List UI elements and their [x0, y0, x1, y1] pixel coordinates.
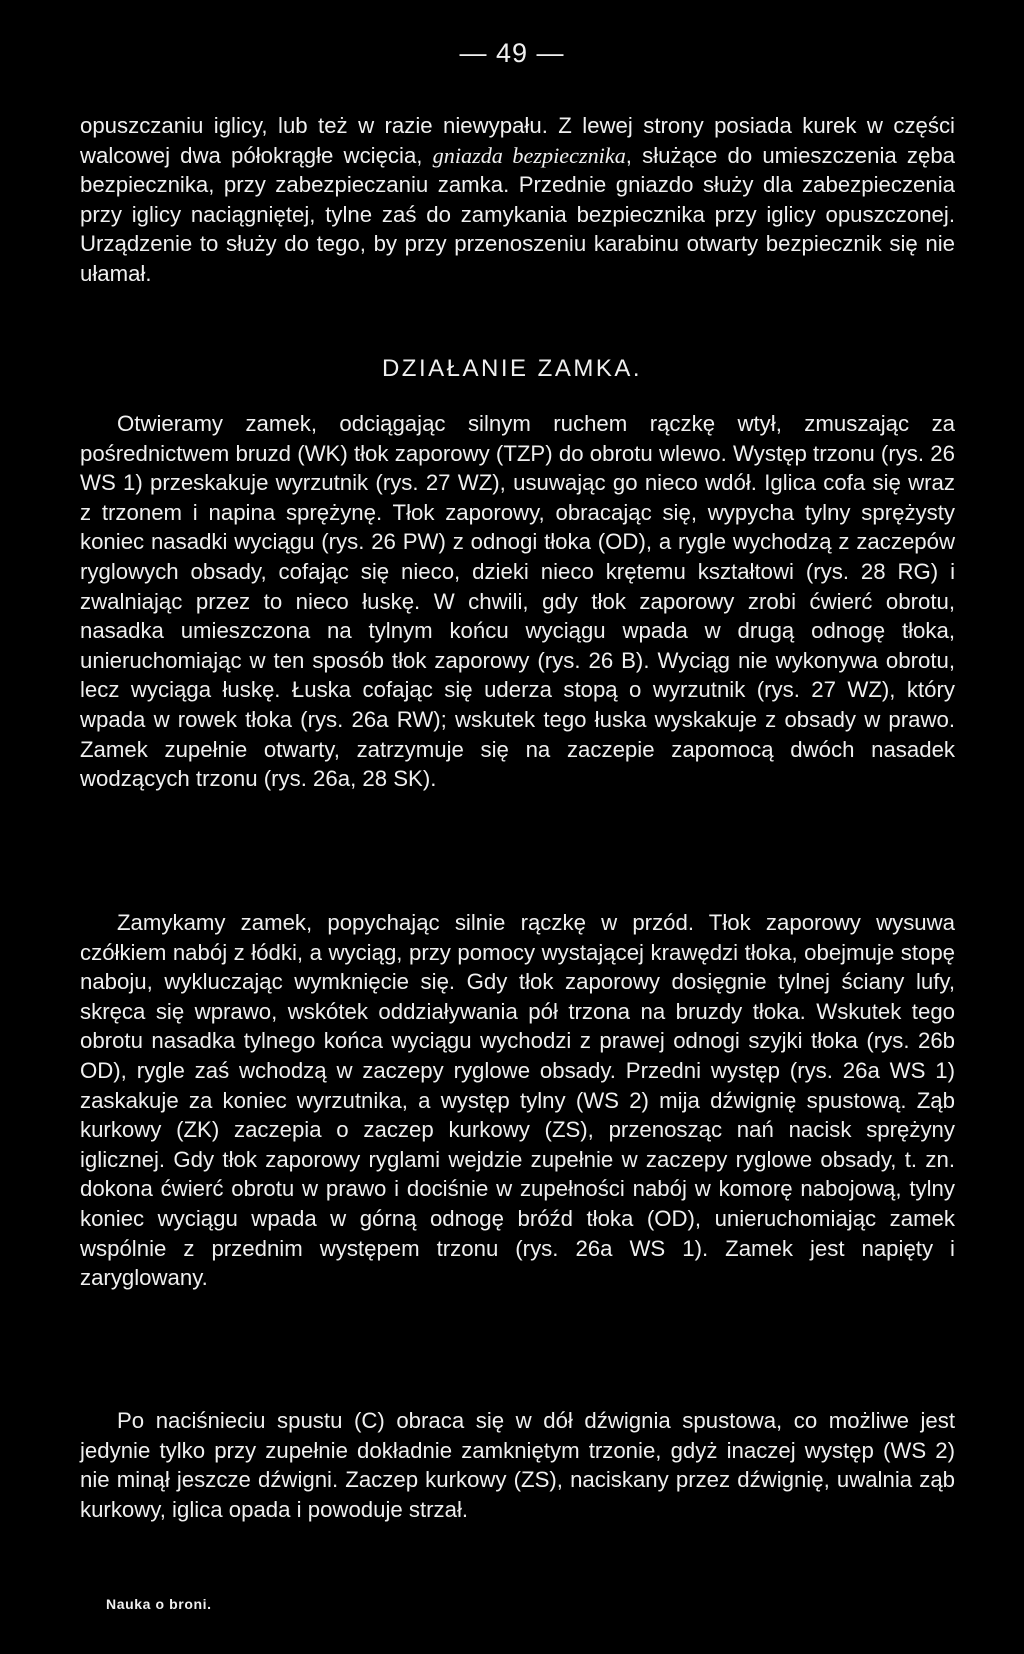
footer-signature: Nauka o broni. [106, 1596, 212, 1612]
section-heading-bolt-action: DZIAŁANIE ZAMKA. [381, 355, 643, 382]
paragraph-safety [80, 111, 955, 289]
paragraph-firing: Po naciśnieciu spustu (C) obraca się w dół dźwignia spustowa, co możliwe jest jedynie tylko przy zupełnie dokładnie zamkniętym trzonie, gdyż inaczej występ (WS 2) nie minął jeszcze dźwigni. Zaczep kurkowy (ZS), naciskany przez dźwignię, uwalnia ząb kurkowy, iglica opada i powoduje strzał. [80, 1408, 955, 1522]
paragraph-closing-bolt: Zamykamy zamek, popychając silnie rączkę w przód. Tłok zaporowy wysuwa czółkiem nabój z łódki, a wyciąg, przy pomocy wystającej krawędzi tłoka, obejmuje stopę naboju, wykluczając wymknięcie się. Gdy tłok zaporowy dosięgnie tylnej ściany lufy, skręca się wprawo, wskótek oddziaływania pół trzona na bruzdy tłoka. Wskutek tego obrotu nasadka tylnego końca wyciągu wychodzi z prawej odnogi szyjki tłoka (rys. 26b OD), rygle zaś wchodzą w zaczepy ryglowe obsady. Przedni występ (rys. 26a WS 1) zaskakuje za koniec wyrzutnika, a występ tylny (WS 2) mija dźwignię spustową. Ząb kurkowy (ZK) zaczepia o zaczep kurkowy (ZS), przenosząc nań nacisk sprężyny iglicznej. Gdy tłok zaporowy ryglami wejdzie zupełnie w zaczepy ryglowe obsady, t. zn. dokona ćwierć obrotu w prawo i dociśnie w zupełności nabój w komorę nabojową, tylny koniec wyciągu wpada w górną odnogę bróźd tłoka (OD), unieruchomiając zamek wspólnie z przednim występem trzonu (rys. 26a WS 1). Zamek jest napięty i zaryglowany. [80, 910, 955, 1291]
page-number: — 49 — [459, 38, 565, 68]
paragraph-safety-text-a: opuszczaniu iglicy, lub też w razie niewypału. Z lewej strony posiada kurek w części walcowej dwa półokrągłe wcięcia, [80, 113, 955, 168]
paragraph-safety-text-b: , służące do umieszczenia zęba bezpiecznika, przy zabezpieczaniu zamka. Przednie gniazdo służy dla zabezpieczenia przy iglicy naciągniętej, tylne zaś do zamykania bezpiecznika przy iglicy opuszczonej. Urządzenie to służy do tego, by przy przenoszeniu karabinu otwarty bezpiecznik się nie ułamał. [80, 142, 955, 286]
paragraph-opening-bolt: Otwieramy zamek, odciągając silnym ruchem rączkę wtył, zmuszając za pośrednictwem bruzd (WK) tłok zaporowy (TZP) do obrotu wlewo. Występ trzonu (rys. 26 WS 1) przeskakuje wyrzutnik (rys. 27 WZ), usuwając go nieco wdół. Iglica cofa się wraz z trzonem i napina sprężynę. Tłok zaporowy, obracając się, wypycha tylny sprężysty koniec nasadki wyciągu (rys. 26 PW) z odnogi tłoka (OD), a rygle wychodzą z zaczepów ryglowych obsady, cofając się nieco, dzieki nieco krętemu kształtowi (rys. 28 RG) i zwalniając przez to nieco łuskę. W chwili, gdy tłok zaporowy zrobi ćwierć obrotu, nasadka umieszczona na tylnym końcu wyciągu wpada w drugą odnogę tłoka, unieruchomiając w ten sposób tłok zaporowy (rys. 26 B). Wyciąg nie wykonywa obrotu, lecz wyciąga łuskę. Łuska cofając się uderza stopą o wyrzutnik (rys. 27 WZ), który wpada w rowek tłoka (rys. 26a RW); wskutek tego łuska wyskakuje z obsady w prawo. Zamek zupełnie otwarty, zatrzymuje się na zaczepie zapomocą dwóch nasadek wodzących trzonu (rys. 26a, 28 SK). [80, 411, 955, 792]
term-safety-sockets: gniazda bezpiecznika [432, 142, 626, 168]
